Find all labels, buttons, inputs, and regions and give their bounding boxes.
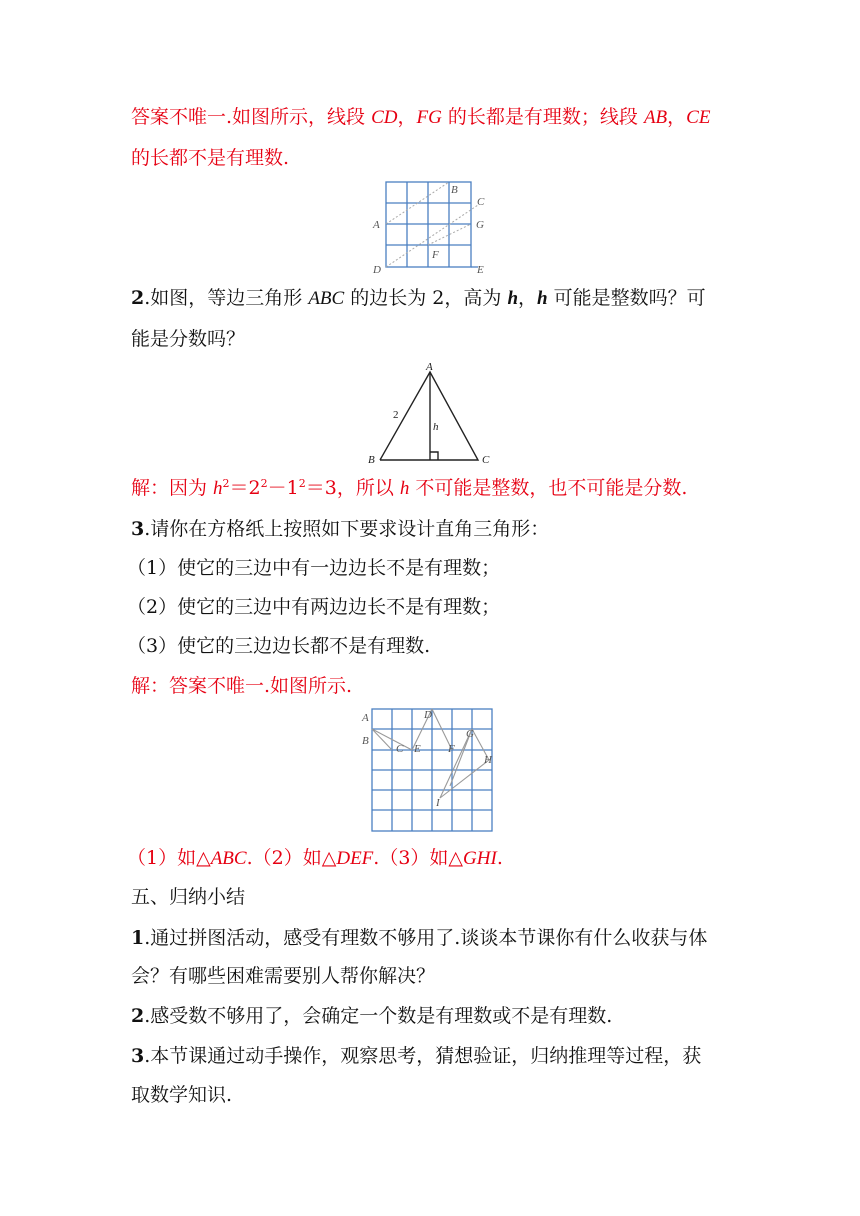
label-B: B: [451, 184, 458, 196]
figure-triangle: [362, 360, 498, 468]
figure-grid-segments: [370, 180, 490, 275]
label-D: D: [373, 264, 381, 275]
label-C: C: [482, 454, 490, 466]
q2-answer: 解：因为 $h^2=2^2-1^2=3$，所以 h 不可能是整数，也不可能是分数.: [131, 477, 688, 499]
label-C: C: [477, 196, 485, 208]
label-F: F: [432, 249, 439, 261]
q3-line1: 3.请你在方格纸上按照如下要求设计直角三角形：: [131, 518, 550, 540]
q3-item2: （2）使它的三边中有两边边长不是有理数；: [127, 596, 501, 618]
summary-3-line1: 3.本节课通过动手操作，观察思考，猜想验证，归纳推理等过程，获: [131, 1045, 702, 1067]
label-D: D: [424, 709, 432, 721]
label-side: 2: [393, 409, 399, 421]
label-A: A: [362, 712, 369, 724]
label-F: F: [448, 743, 455, 755]
q2-line2: 能是分数吗？: [131, 328, 246, 350]
summary-1-line2: 会？有哪些困难需要别人帮你解决？: [131, 965, 436, 987]
label-C: C: [396, 743, 404, 755]
q2-line1: 2.如图，等边三角形 ABC 的边长为 2，高为 h，h 可能是整数吗？可: [131, 287, 706, 309]
label-E: E: [414, 743, 421, 755]
q3-answer: 解：答案不唯一.如图所示.: [131, 675, 353, 697]
q1-answer-line2: 的长都不是有理数.: [131, 147, 290, 169]
summary-2: 2.感受数不够用了，会确定一个数是有理数或不是有理数.: [131, 1005, 613, 1027]
figure-grid-triangles: [356, 706, 504, 834]
label-H: H: [484, 754, 492, 766]
q3-item1: （1）使它的三边中有一边边长不是有理数；: [127, 557, 501, 579]
q3-item3: （3）使它的三边边长都不是有理数.: [127, 635, 431, 657]
summary-3-line2: 取数学知识.: [131, 1084, 233, 1106]
label-I: I: [436, 797, 440, 809]
q1-answer-line1: 答案不唯一.如图所示，线段 CD，FG 的长都是有理数；线段 AB，CE: [131, 106, 711, 128]
label-h: h: [433, 421, 439, 433]
label-A: A: [373, 219, 380, 231]
section-heading: 五、归纳小结: [131, 886, 246, 908]
q3-result: （1）如△ABC.（2）如△DEF.（3）如△GHI.: [127, 847, 503, 869]
label-E: E: [477, 264, 484, 275]
label-A: A: [426, 361, 433, 373]
label-B: B: [362, 735, 369, 747]
label-G: G: [466, 728, 474, 740]
label-G: G: [476, 219, 484, 231]
label-B: B: [368, 454, 375, 466]
summary-1-line1: 1.通过拼图活动，感受有理数不够用了.谈谈本节课你有什么收获与体: [131, 927, 708, 949]
